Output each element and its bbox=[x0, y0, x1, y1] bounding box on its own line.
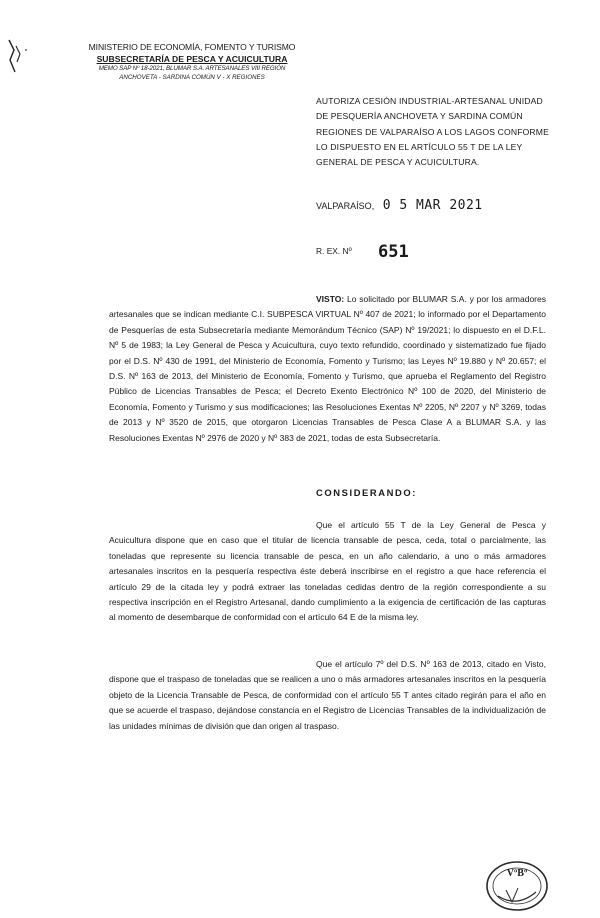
visto-paragraph bbox=[109, 292, 546, 446]
stamp-text: VºBº bbox=[506, 868, 528, 879]
subsecretaria-name: SUBSECRETARÍA DE PESCA Y ACUICULTURA bbox=[96, 53, 288, 64]
approval-stamp bbox=[484, 858, 550, 912]
resolution-label: R. EX. Nº bbox=[316, 246, 352, 256]
stamp-seal-icon bbox=[484, 858, 550, 912]
place-and-date bbox=[316, 198, 483, 213]
considerando-paragraph-2: Que el artículo 7º del D.S. Nº 163 de 2013, citado en Visto, dispone que el traspaso de toneladas que se realicen a uno o más armadores artesanales inscritos en la pesquería objeto de la Licencia Transable de Pesca, de conformidad con el artículo 55 T antes citado regirán para el año en que se acuerde el traspaso, dejándose constancia en el Registro de Licencias Transables de la individualización de las unidades mínimas de división que dan origen al traspaso. bbox=[109, 659, 546, 731]
resolution-number-value: 651 bbox=[377, 242, 409, 262]
visto-text: Lo solicitado por BLUMAR S.A. y por los armadores artesanales que se indican mediante C.I. SUBPESCA VIRTUAL Nº 407 de 2021; lo informado por el Departamento de Pesquerías de esta Subsecretaría mediante Memorándum Técnico (SAP) Nº 19/2021; lo dispuesto en el D.F.L. Nº 5 de 1983; la Ley General de Pesca y Acuicultura, cuyo texto refundido, coordinado y sistematizado fue fijado por el D.S. Nº 430 de 1991, del Ministerio de Economía, Fomento y Turismo; las Leyes Nº 19.880 y Nº 20.657; el D.S. Nº 163 de 2013, del Ministerio de Economía, Fomento y Turismo, que aprueba el Reglamento del Registro Público de Licencias Transables de Pesca; el Decreto Exento Electrónico Nº 100 de 2020, del Ministerio de Economía, Fomento y Turismo y sus modificaciones; las Resoluciones Exentas Nº 2205, Nº 2207 y Nº 3269, todas de 2013 y Nº 3520 de 2015, que otorgaron Licencias Transables de Pesca Clase A a BLUMAR S.A. y las Resoluciones Exentas Nº 2976 de 2020 y Nº 383 de 2021, todas de esta Subsecretaría. bbox=[109, 294, 546, 443]
considerando-paragraph-1: Que el artículo 55 T de la Ley General de Pesca y Acuicultura dispone que en caso que el titular de licencia transable de pesca, ceda, total o parcialmente, las toneladas que represente su licencia transable de pesca, en un año calendario, a uno o más armadores artesanales inscritos en la pesquería respectiva éste deberá inscribirse en el registro a que hace referencia el artículo 29 de la citada ley y podrá extraer las toneladas cedidas dentro de la región correspondiente a su respectiva inscripción en el Registro Artesanal, dando cumplimiento a la exigencia de certificación de las capturas al momento de desembarque de conformidad con el artículo 64 E de la misma ley. bbox=[109, 520, 546, 623]
subject-line: GENERAL DE PESCA Y ACUICULTURA. bbox=[316, 157, 480, 168]
memo-reference: MEMO SAP Nº 18-2021, BLUMAR S.A. ARTESANALES VIII REGIÓN bbox=[98, 65, 286, 72]
resolution-subject bbox=[316, 94, 548, 170]
subject-line: LO DISPUESTO EN EL ARTÍCULO 55 T DE LA LEY bbox=[316, 141, 523, 152]
resolution-number bbox=[316, 242, 409, 262]
considerando-heading: CONSIDERANDO: bbox=[316, 487, 418, 498]
ministry-name: MINISTERIO DE ECONOMÍA, FOMENTO Y TURISMO bbox=[88, 42, 296, 52]
place: VALPARAÍSO, bbox=[316, 201, 375, 211]
date-stamp: 0 5 MAR 2021 bbox=[382, 198, 483, 213]
letterhead bbox=[62, 42, 322, 82]
subject-line: DE PESQUERÍA ANCHOVETA Y SARDINA COMÚN bbox=[316, 111, 523, 122]
memo-reference-2: ANCHOVETA - SARDINA COMÚN V - X REGIONES bbox=[119, 73, 265, 81]
subject-line: AUTORIZA CESIÓN INDUSTRIAL-ARTESANAL UNIDAD bbox=[316, 96, 543, 106]
visto-label: VISTO: bbox=[316, 294, 345, 304]
margin-mark-icon bbox=[6, 36, 32, 76]
subject-line: REGIONES DE VALPARAÍSO A LOS LAGOS CONFORME bbox=[316, 126, 549, 137]
